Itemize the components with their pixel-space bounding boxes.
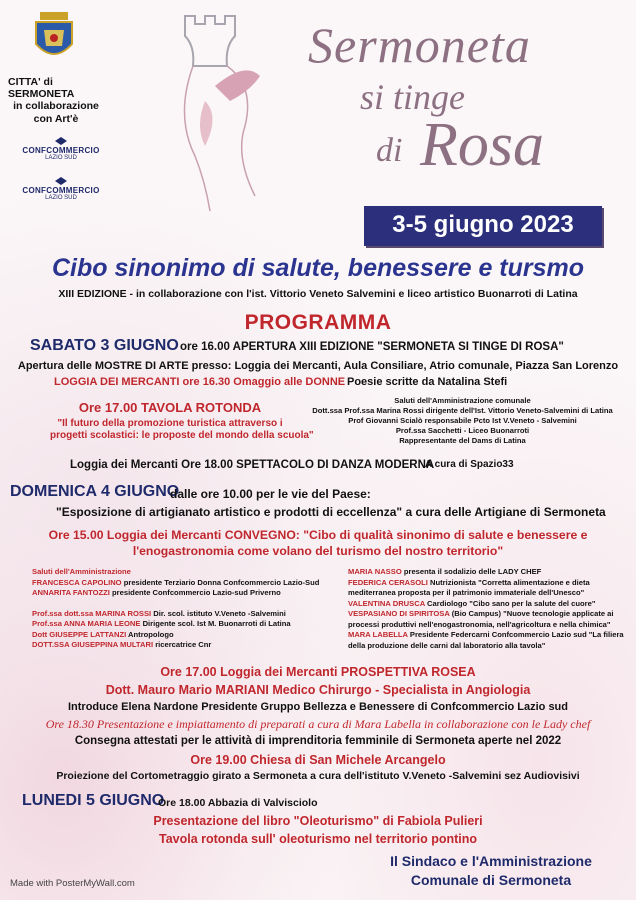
lunedi-day: LUNEDI 5 GIUGNO (22, 792, 165, 809)
speaker-role: presenta il sodalizio delle LADY CHEF (403, 567, 542, 576)
collab-text: in collaborazione (13, 100, 99, 112)
speaker-item (32, 609, 332, 620)
speaker-item (348, 620, 633, 631)
speaker-item (32, 640, 332, 651)
speaker-name: VESPASIANO DI SPIRITOSA (348, 609, 450, 618)
speaker-role: della produzione delle carni dal laboratorio alla tavola" (348, 640, 546, 650)
speaker-item (32, 578, 332, 589)
speaker-name: ANNARITA FANTOZZI (32, 588, 110, 597)
confcommercio-logo-1 (12, 136, 110, 161)
event-dates: 3-5 giugno 2023 (392, 211, 574, 238)
logo2-region: LAZIO SUD (45, 195, 77, 201)
speaker-role: Dir. scol. istituto V.Veneto -Salvemini (153, 608, 286, 618)
attestati-line: Consegna attestati per le attività di imprenditoria femminile di Sermoneta aperte nel 2022 (74, 735, 562, 747)
speaker-name: MARA LABELLA (348, 630, 408, 639)
title-si-tinge: si tinge (360, 77, 465, 117)
speaker-name: FEDERICA CERASOLI (348, 577, 428, 587)
speaker-role: Cardiologo "Cibo sano per la salute del cuore" (427, 598, 596, 608)
domenica-intro: dalle ore 10.00 per le vie del Paese: (170, 487, 371, 501)
speaker-item (348, 609, 633, 620)
programma-heading: PROGRAMMA (244, 311, 392, 334)
speaker-role: Nutrizionista "Corretta alimentazione e dieta (430, 577, 590, 587)
speaker-name: MARIA NASSO (348, 567, 402, 576)
sindaco-line-1: Il Sindaco e l'Amministrazione (390, 853, 592, 869)
watermark: Made with PosterMyWall.com (10, 878, 135, 889)
cortometraggio-line: Proiezione del Cortometraggio girato a Sermoneta a cura dell'istituto V.Veneto -Salvemini sez Audiovisivi (56, 770, 580, 782)
municipality-name: CITTA' di SERMONETA (8, 76, 75, 100)
speaker-line: Prof Giovanni Scialò responsabile Pcto Ist V.Veneto - Salvemini (348, 416, 577, 425)
speaker-role: Antropologo (128, 629, 174, 639)
mariani-line: Dott. Mauro Mario MARIANI Medico Chirurgo - Specialista in Angiologia (105, 683, 531, 697)
sabato-exhibits: Apertura delle MOSTRE DI ARTE presso: Loggia dei Mercanti, Aula Consiliare, Atrio comunale, Piazza San Lorenzo (17, 360, 619, 372)
tower-woman-illustration (135, 6, 295, 216)
speaker-item (348, 588, 633, 599)
chiesa-line: Ore 19.00 Chiesa di San Michele Arcangelo (190, 753, 446, 767)
speaker-item (32, 588, 332, 599)
convegno-line-2: l'enogastronomia come volano del turismo del nostro territorio" (132, 544, 504, 558)
lunedi-tavola: Tavola rotonda sull' oleoturismo nel territorio pontino (158, 832, 478, 846)
tavola-desc-1: "Il futuro della promozione turistica attraverso i (57, 418, 283, 429)
convegno-line-1: Ore 15.00 Loggia dei Mercanti CONVEGNO: "Cibo di qualità sinonimo di salute e benessere e (48, 528, 588, 542)
prospettiva-rosea: Ore 17.00 Loggia dei Mercanti PROSPETTIVA ROSEA (160, 665, 476, 679)
sabato-day: SABATO 3 GIUGNO (30, 337, 179, 354)
convegno-speakers-left (32, 567, 332, 651)
speaker-role: Presidente Federcarni Confcommercio Lazio sud "La filiera (409, 630, 624, 639)
collab-text-2: con Art'è (33, 113, 79, 125)
speaker-item (348, 567, 633, 578)
title-rosa: Rosa (420, 111, 544, 179)
nardone-line: Introduce Elena Nardone Presidente Gruppo Bellezza e Benessere di Confcommercio Lazio sud (67, 701, 568, 713)
speaker-role: mediterranea proposta per il patrimonio immateriale dell'Unesco" (348, 588, 585, 597)
speaker-role: processi produttivi nell'enogastronomia, nell'agricoltura e nella chimica" (348, 619, 611, 629)
speaker-item (348, 578, 633, 589)
speaker-item (32, 630, 332, 641)
speaker-item (348, 641, 633, 652)
speaker-name: FRANCESCA CAPOLINO (32, 577, 122, 587)
speaker-role: Dirigente scol. Ist M. Buonarroti di Latina (142, 619, 291, 628)
tavola-speakers (300, 396, 625, 446)
speaker-role: (Bio Campus) "Nuove tecnologie applicate ai (451, 609, 614, 618)
tavola-rotonda-title: Ore 17.00 TAVOLA ROTONDA (78, 400, 262, 415)
coat-of-arms-icon (32, 12, 76, 64)
speaker-name: Saluti dell'Amministrazione (32, 567, 131, 576)
speaker-role: presidente Confcommercio Lazio-sud Priverno (112, 588, 281, 597)
sabato-poesie: Poesie scritte da Natalina Stefi (347, 376, 508, 388)
speaker-item (32, 619, 332, 630)
speaker-line: Rappresentante del Dams di Latina (399, 436, 526, 445)
title-sermoneta: Sermoneta (308, 17, 531, 73)
sabato-loggia: LOGGIA DEI MERCANTI ore 16.30 Omaggio alle DONNE (54, 376, 346, 388)
speaker-name: Dott GIUSEPPE LATTANZI (32, 629, 127, 639)
domenica-day: DOMENICA 4 GIUGNO (10, 483, 180, 500)
convegno-speakers-right (348, 567, 633, 651)
tavola-desc-2: progetti scolastici: le proposte del mondo della scuola" (50, 430, 314, 441)
speaker-item (348, 599, 633, 610)
lunedi-libro: Presentazione del libro "Oleoturismo" di Fabiola Pulieri (153, 814, 483, 828)
sabato-opening: ore 16.00 APERTURA XIII EDIZIONE "SERMONETA SI TINGE DI ROSA" (180, 341, 564, 353)
eagle-icon (54, 176, 68, 186)
speaker-name: DOTT.SSA GIUSEPPINA MULTARI (32, 640, 154, 649)
speaker-role: ricercatrice Cnr (155, 640, 212, 649)
ladychef-line: Ore 18.30 Presentazione e impiattamento di preparati a cura di Mara Labella in collaborazione con le Lady chef (45, 717, 591, 731)
eagle-icon (54, 136, 68, 146)
logo2-name: CONFCOMMERCIO (22, 186, 100, 195)
lunedi-abbazia: Ore 18.00 Abbazia di Valvisciolo (158, 797, 318, 809)
domenica-esposizione: "Esposizione di artigianato artistico e prodotti di eccellenza" a cura delle Artigiane di Sermoneta (56, 505, 606, 519)
speaker-line: Dott.ssa Prof.ssa Marina Rossi dirigente dell'Ist. Vittorio Veneto-Salvemini di Latina (312, 406, 613, 415)
speaker-line: Saluti dell'Amministrazione comunale (394, 396, 531, 405)
danza-line: Loggia dei Mercanti Ore 18.00 SPETTACOLO DI DANZA MODERNA (70, 459, 435, 471)
confcommercio-logo-2 (12, 176, 110, 201)
speaker-item (32, 567, 332, 578)
speaker-name: Prof.ssa dott.ssa MARINA ROSSI (32, 608, 152, 618)
edition-line: XIII EDIZIONE - in collaborazione con l'ist. Vittorio Veneto Salvemini e liceo artistico Buonarroti di Latina (58, 288, 578, 300)
logo1-region: LAZIO SUD (45, 155, 77, 161)
danza-cura: A cura di Spazio33 (425, 459, 514, 470)
speaker-name: Prof.ssa ANNA MARIA LEONE (32, 619, 141, 628)
speaker-line: Prof.ssa Sacchetti - Liceo Buonarroti (395, 426, 530, 435)
speaker-name: VALENTINA DRUSCA (348, 598, 425, 608)
sindaco-line-2: Comunale di Sermoneta (410, 872, 572, 888)
speaker-role: presidente Terziario Donna Confcommercio Lazio-Sud (123, 577, 320, 587)
logo1-name: CONFCOMMERCIO (22, 146, 100, 155)
headline: Cibo sinonimo di salute, benessere e tursmo (51, 254, 585, 282)
speaker-item (348, 630, 633, 641)
title-di: di (376, 132, 403, 169)
